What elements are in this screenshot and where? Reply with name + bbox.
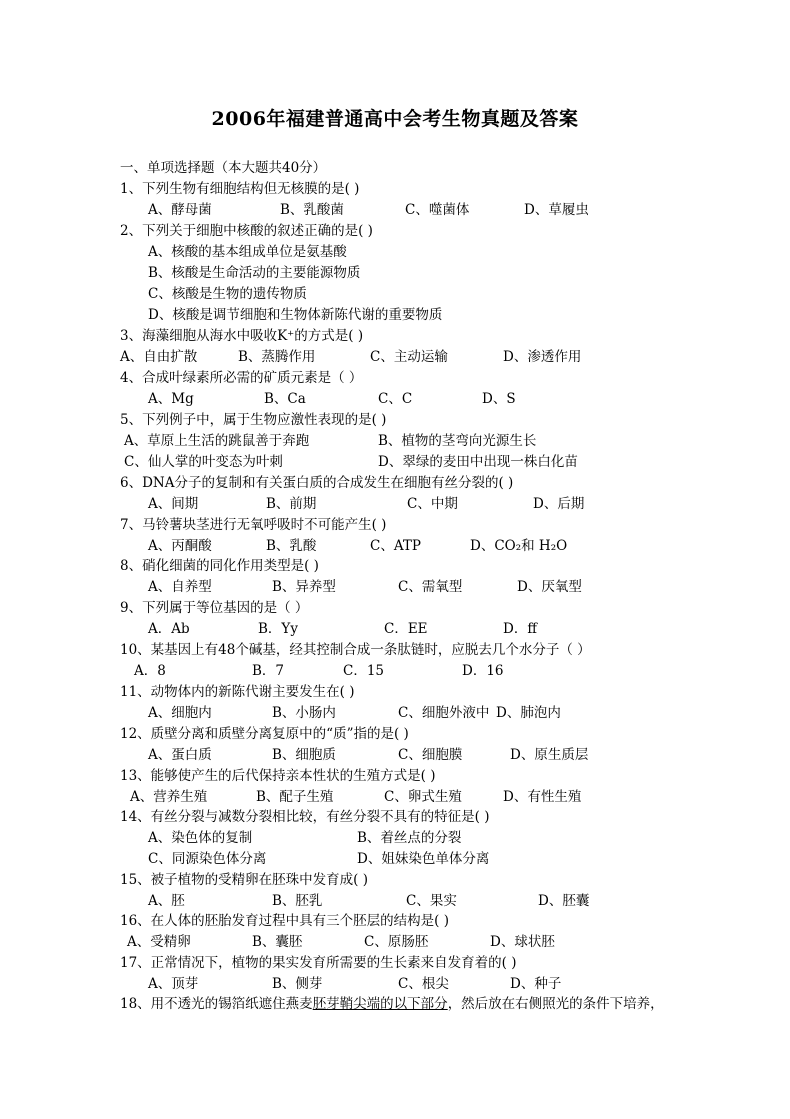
question-stem: 12、质壁分离和质壁分离复原中的“质”指的是( ) xyxy=(120,726,409,742)
answer-option: C、C xyxy=(378,391,413,407)
answer-option: A．Ab xyxy=(148,621,190,637)
answer-option: D、翠绿的麦田中出现一株白化苗 xyxy=(378,454,578,470)
answer-option: D、S xyxy=(482,391,516,407)
answer-option: D、有性生殖 xyxy=(503,789,582,805)
answer-option: D、厌氧型 xyxy=(517,579,582,595)
answer-option: C、核酸是生物的遗传物质 xyxy=(148,286,307,302)
answer-option: C、仙人掌的叶变态为叶刺 xyxy=(124,454,283,470)
question-stem: 8、硝化细菌的同化作用类型是( ) xyxy=(120,558,319,574)
answer-option: B、囊胚 xyxy=(252,934,303,950)
answer-option: B、乳酸菌 xyxy=(280,202,344,218)
answer-option: A、自由扩散 xyxy=(120,349,198,365)
answer-option: B．7 xyxy=(252,663,285,679)
question-stem-suffix: ，然后放在右侧照光的条件下培养， xyxy=(447,996,664,1012)
answer-option: A、Mg xyxy=(148,391,194,407)
answer-option: B、异养型 xyxy=(272,579,336,595)
answer-option: A．8 xyxy=(134,663,166,679)
answer-option: C、细胞膜 xyxy=(398,747,463,763)
answer-option: C．EE xyxy=(384,621,428,637)
question-stem-prefix: 18、用不透光的锡箔纸遮住燕麦 xyxy=(120,996,313,1012)
question-stem: 9、下列属于等位基因的是（ ） xyxy=(120,600,309,616)
answer-option: A、间期 xyxy=(148,496,199,512)
answer-option: C、需氧型 xyxy=(398,579,463,595)
question-stem: 15、被子植物的受精卵在胚珠中发育成( ) xyxy=(120,872,369,888)
answer-option: A、蛋白质 xyxy=(148,747,212,763)
answer-option: A、营养生殖 xyxy=(130,789,208,805)
answer-option: B．Yy xyxy=(258,621,298,637)
answer-option: C、根尖 xyxy=(398,976,449,992)
answer-option: C．15 xyxy=(343,663,385,679)
answer-option: B、蒸腾作用 xyxy=(238,349,316,365)
question-stem: 1、下列生物有细胞结构但无核膜的是( ) xyxy=(120,181,360,197)
answer-option: D、原生质层 xyxy=(510,747,589,763)
answer-option: A、胚 xyxy=(148,893,185,909)
question-stem: 16、在人体的胚胎发育过程中具有三个胚层的结构是( ) xyxy=(120,913,450,929)
answer-option: C、中期 xyxy=(407,496,458,512)
answer-option: C、原肠胚 xyxy=(364,934,429,950)
answer-option: B、胚乳 xyxy=(272,893,323,909)
answer-option: B、侧芽 xyxy=(272,976,323,992)
answer-option: A、顶芽 xyxy=(148,976,199,992)
answer-option: D、种子 xyxy=(510,976,562,992)
answer-option: D、后期 xyxy=(533,496,585,512)
answer-option: D、胚囊 xyxy=(538,893,590,909)
answer-option: B、乳酸 xyxy=(266,538,317,554)
answer-option: A、受精卵 xyxy=(127,934,191,950)
answer-option: B、核酸是生命活动的主要能源物质 xyxy=(148,265,361,281)
answer-option: B、小肠内 xyxy=(272,705,336,721)
question-stem: 7、马铃薯块茎进行无氧呼吸时不可能产生( ) xyxy=(120,517,387,533)
question-stem: 10、某基因上有48个碱基，经其控制合成一条肽链时，应脱去几个水分子（ ） xyxy=(120,642,591,658)
answer-option: A、细胞内 xyxy=(148,705,212,721)
answer-option: A、草原上生活的跳鼠善于奔跑 xyxy=(124,433,310,449)
answer-option: C、卵式生殖 xyxy=(384,789,462,805)
answer-option: C、同源染色体分离 xyxy=(148,851,267,867)
question-stem: 3、海藻细胞从海水中吸收K⁺的方式是( ) xyxy=(120,328,364,344)
question-stem: 2、下列关于细胞中核酸的叙述正确的是( ) xyxy=(120,223,373,239)
answer-option: A、核酸的基本组成单位是氨基酸 xyxy=(148,244,347,260)
answer-option: B、细胞质 xyxy=(272,747,336,763)
answer-option: B、植物的茎弯向光源生长 xyxy=(378,433,537,449)
answer-option: B、配子生殖 xyxy=(256,789,334,805)
question-stem: 14、有丝分裂与减数分裂相比较，有丝分裂不具有的特征是( ) xyxy=(120,809,490,825)
answer-option: D．16 xyxy=(462,663,504,679)
question-stem xyxy=(120,994,664,1014)
answer-option: D、渗透作用 xyxy=(503,349,582,365)
answer-option: D．ff xyxy=(503,621,537,637)
question-stem: 17、正常情况下，植物的果实发育所需要的生长素来自发育着的( ) xyxy=(120,955,517,971)
answer-option: A、自养型 xyxy=(148,579,212,595)
answer-option: C、ATP xyxy=(370,538,421,554)
answer-option: D、姐妹染色单体分离 xyxy=(357,851,490,867)
answer-option: C、噬菌体 xyxy=(405,202,470,218)
question-stem: 13、能够使产生的后代保持亲本性状的生殖方式是( ) xyxy=(120,768,436,784)
answer-option: A、丙酮酸 xyxy=(148,538,212,554)
page-title: 2006年福建普通高中会考生物真题及答案 xyxy=(211,108,579,130)
answer-option: A、酵母菌 xyxy=(148,202,212,218)
section-heading: 一、单项选择题（本大题共40分） xyxy=(120,160,327,176)
question-stem: 6、DNA分子的复制和有关蛋白质的合成发生在细胞有丝分裂的( ) xyxy=(120,475,514,491)
answer-option: B、着丝点的分裂 xyxy=(357,830,462,846)
question-stem: 5、下列例子中，属于生物应激性表现的是( ) xyxy=(120,412,387,428)
answer-option: D、核酸是调节细胞和生物体新陈代谢的重要物质 xyxy=(148,307,443,323)
answer-option: D、草履虫 xyxy=(524,202,589,218)
answer-option: D、肺泡内 xyxy=(496,705,561,721)
answer-option: C、细胞外液中 xyxy=(398,705,490,721)
answer-option: D、CO₂和 H₂O xyxy=(470,538,568,554)
answer-option: A、染色体的复制 xyxy=(148,830,253,846)
question-stem: 4、合成叶绿素所必需的矿质元素是（ ） xyxy=(120,370,363,386)
answer-option: C、果实 xyxy=(406,893,457,909)
answer-option: D、球状胚 xyxy=(490,934,555,950)
answer-option: C、主动运输 xyxy=(370,349,448,365)
answer-option: B、前期 xyxy=(266,496,317,512)
underlined-phrase: 胚芽鞘尖端的以下部分 xyxy=(312,996,448,1012)
answer-option: B、Ca xyxy=(264,391,306,407)
question-stem: 11、动物体内的新陈代谢主要发生在( ) xyxy=(120,684,355,700)
